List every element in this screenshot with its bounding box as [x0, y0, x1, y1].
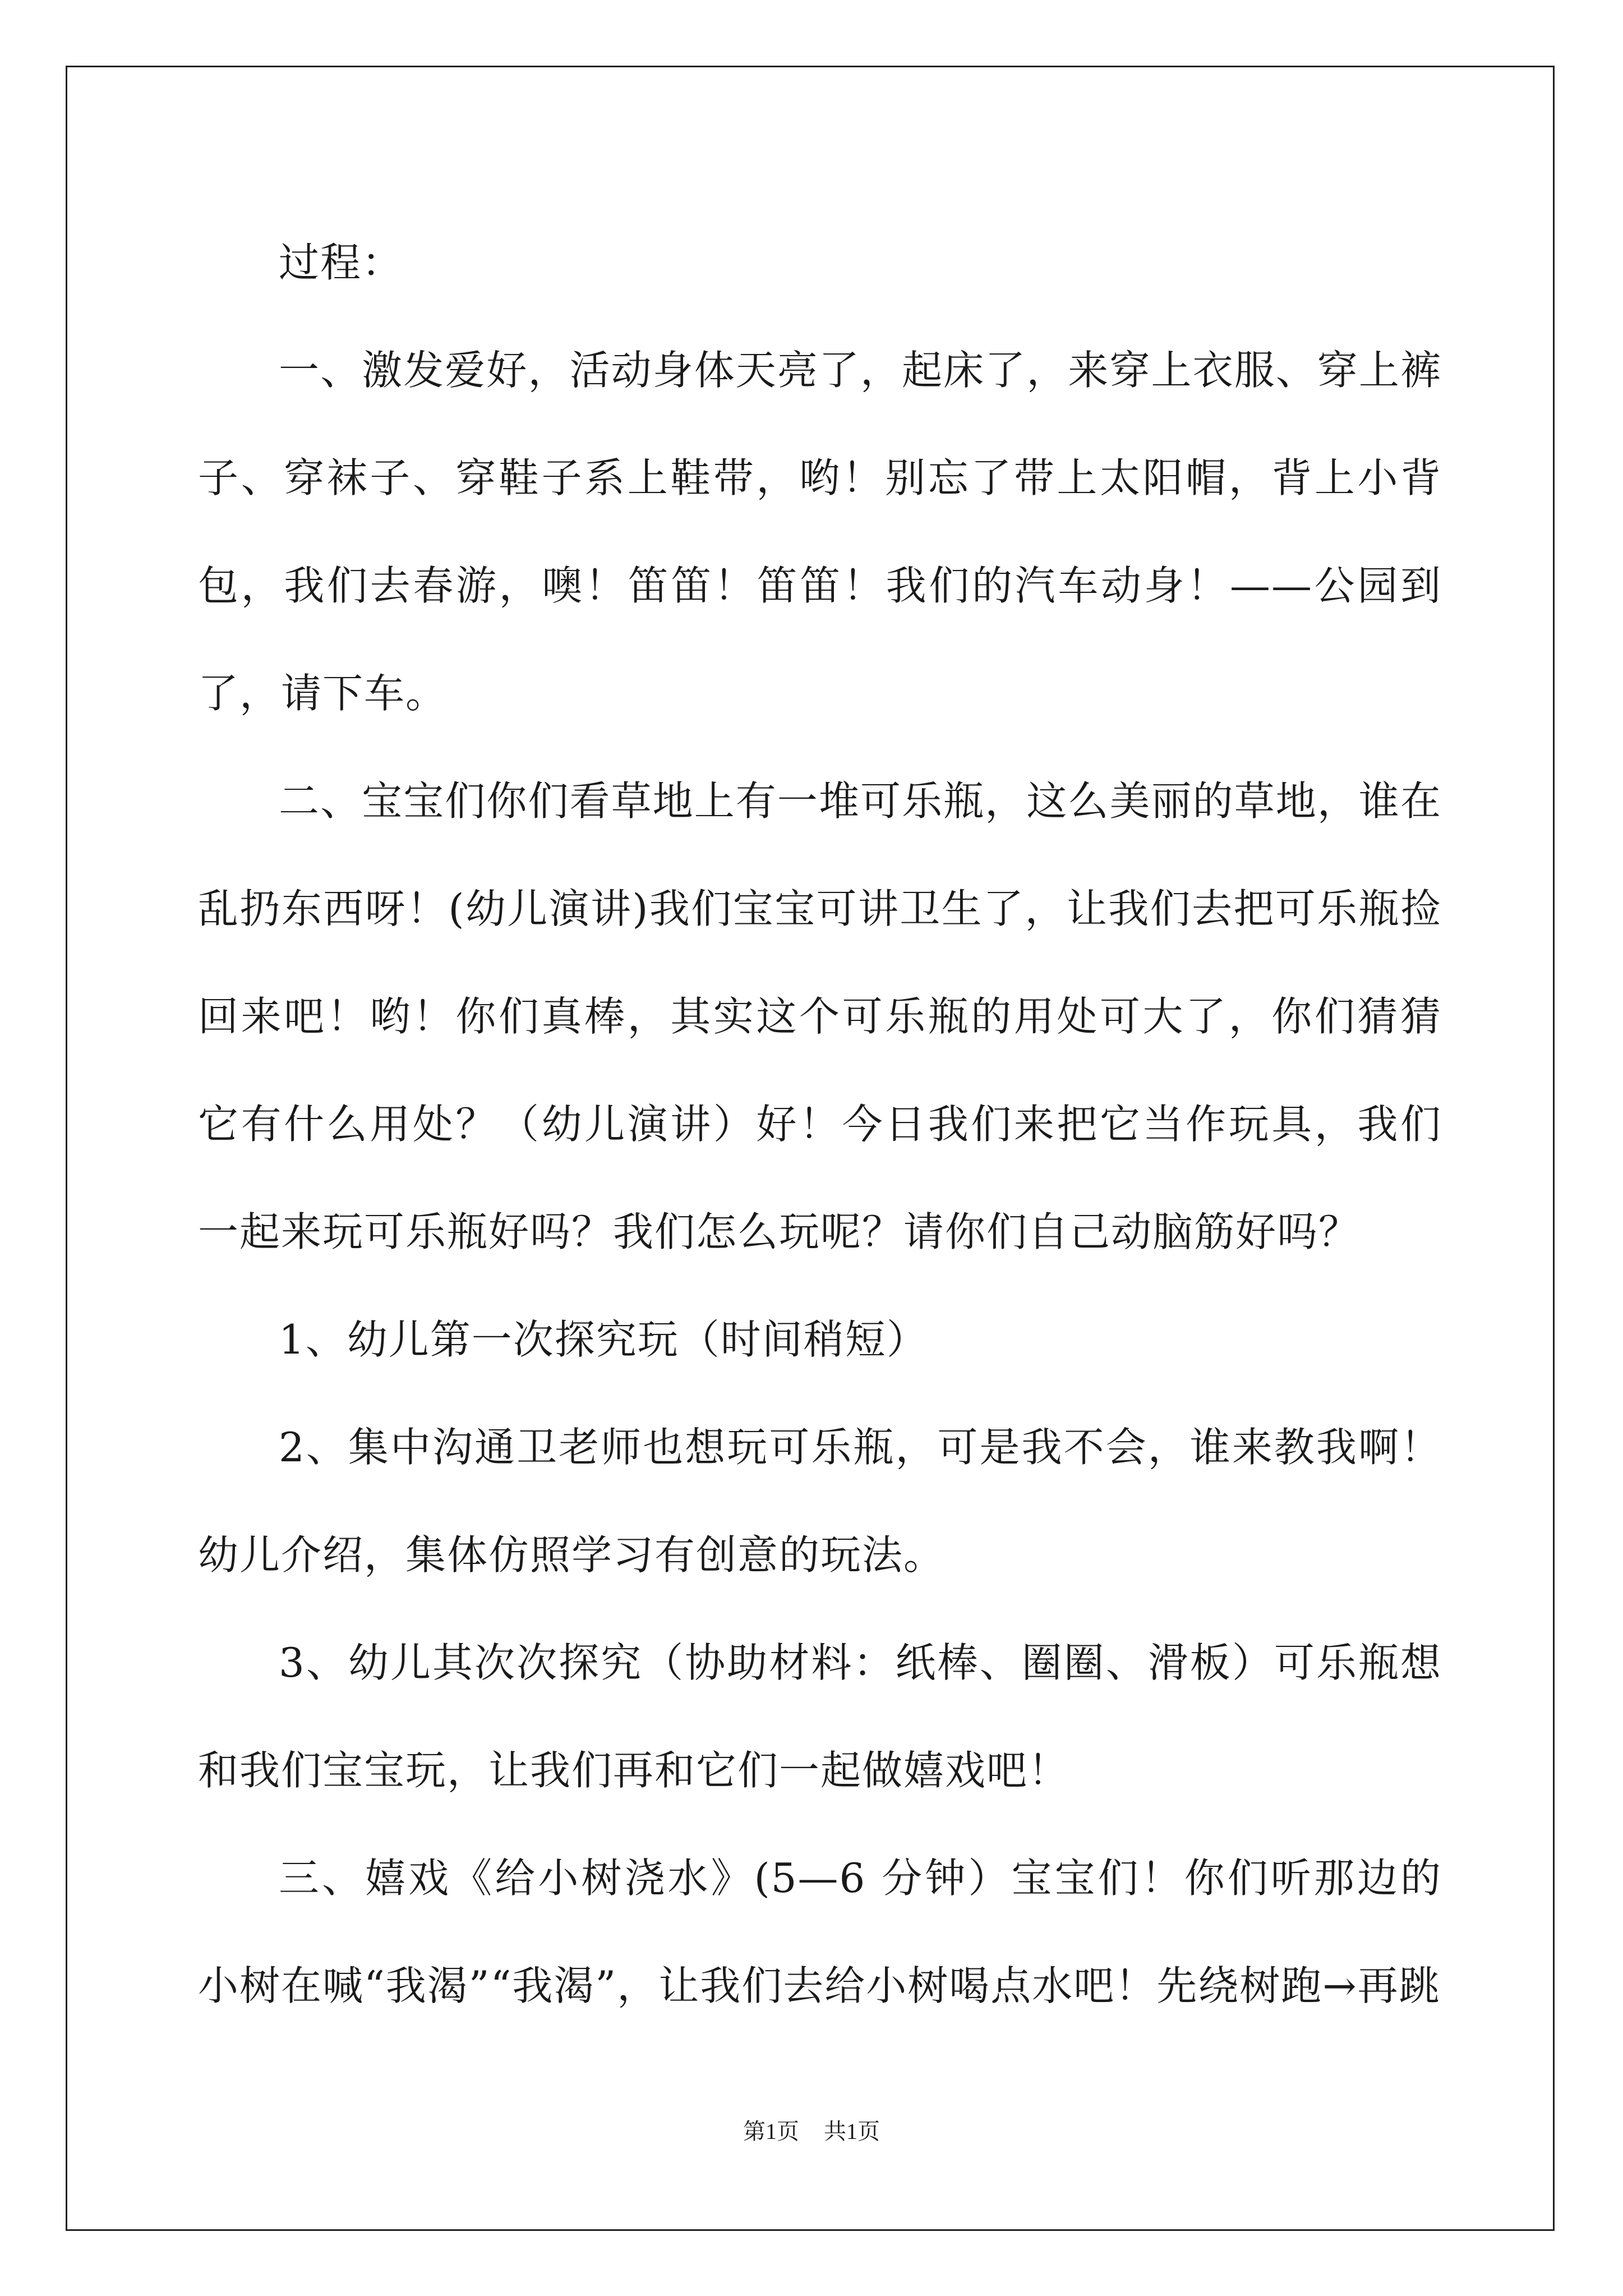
- document-body: [198, 209, 1442, 2040]
- paragraph-step-2: 2、集中沟通卫老师也想玩可乐瓶，可是我不会，谁来教我啊！幼儿介绍，集体仿照学习有创意的玩法。: [198, 1424, 1442, 1579]
- paragraph-section-two: 二、宝宝们你们看草地上有一堆可乐瓶，这么美丽的草地，谁在乱扔东西呀！(幼儿演讲)我们宝宝可讲卫生了，让我们去把可乐瓶捡回来吧！哟！你们真棒，其实这个可乐瓶的用处可大了，你们猜猜它有什么用处？（幼儿演讲）好！今日我们来把它当作玩具，我们一起来玩可乐瓶好吗？我们怎么玩呢？请你们自己动脑筋好吗？: [198, 777, 1442, 1255]
- paragraph-section-three: 三、嬉戏《给小树浇水》(5—6 分钟）宝宝们！你们听那边的小树在喊“我渴”“我渴”，让我们去给小树喝点水吧！先绕树跑→再跳: [198, 1855, 1442, 2009]
- paragraph-process-heading: 过程：: [279, 239, 404, 286]
- paragraph-section-one: 一、激发爱好，活动身体天亮了，起床了，来穿上衣服、穿上裤子、穿袜子、穿鞋子系上鞋带，哟！别忘了带上太阳帽，背上小背包，我们去春游，噢！笛笛！笛笛！我们的汽车动身！——公园到了，请下车。: [198, 347, 1442, 717]
- paragraph-step-3: 3、幼儿其次次探究（协助材料：纸棒、圈圈、滑板）可乐瓶想和我们宝宝玩，让我们再和它们一起做嬉戏吧！: [198, 1639, 1442, 1794]
- page-number: 第1页: [743, 2119, 799, 2144]
- page-total: 共1页: [824, 2119, 880, 2144]
- paragraph-step-1: 1、幼儿第一次探究玩（时间稍短）: [279, 1316, 928, 1363]
- page-footer: [0, 2115, 1623, 2148]
